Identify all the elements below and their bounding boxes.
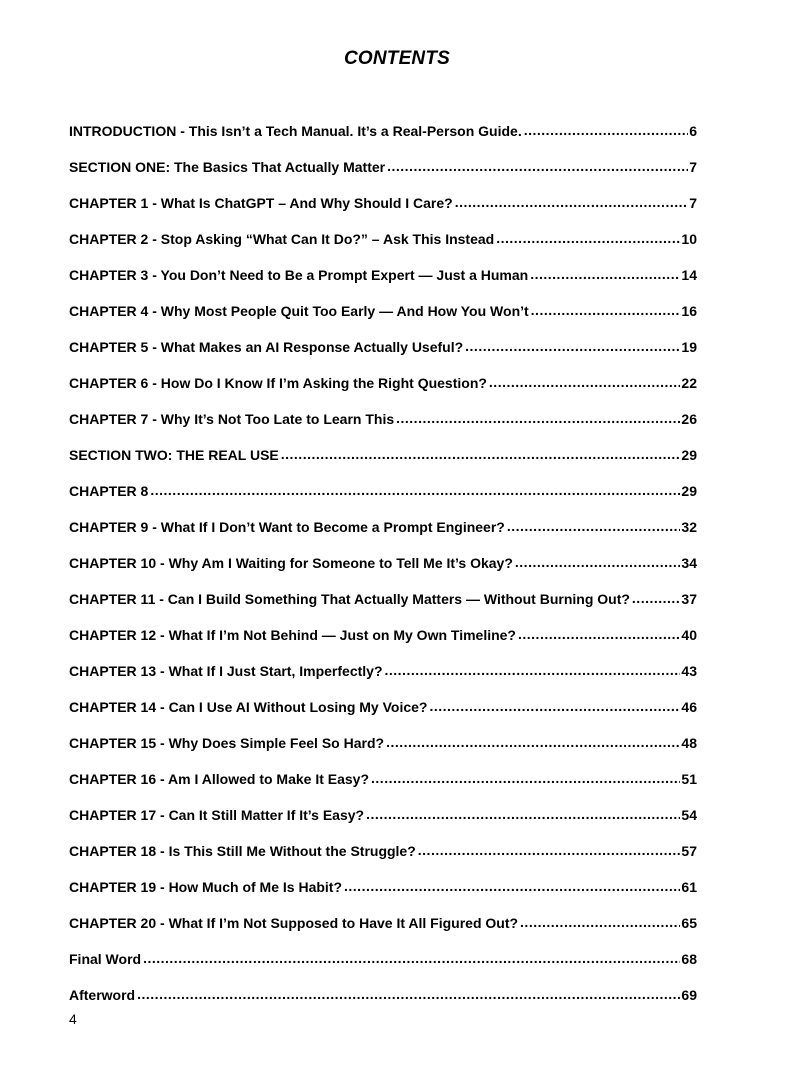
dot-leader — [518, 626, 680, 640]
dot-leader — [520, 914, 680, 928]
toc-entry-title: CHAPTER 4 - Why Most People Quit Too Early — And How You Won’t — [69, 303, 529, 319]
toc-entry-title: CHAPTER 13 - What If I Just Start, Imperfectly? — [69, 663, 383, 679]
toc-entry-title: CHAPTER 19 - How Much of Me Is Habit? — [69, 879, 343, 895]
page-title: CONTENTS — [343, 48, 451, 69]
toc-entry-title: CHAPTER 5 - What Makes an AI Response Actually Useful? — [69, 339, 464, 355]
toc-entry[interactable] — [69, 158, 697, 194]
toc-entry[interactable] — [69, 842, 697, 878]
dot-leader — [632, 590, 681, 604]
toc-entry-title: CHAPTER 7 - Why It’s Not Too Late to Learn This — [69, 411, 395, 427]
toc-entry[interactable] — [69, 770, 697, 806]
dot-leader — [465, 338, 680, 352]
table-of-contents — [69, 122, 697, 1022]
toc-entry-title: CHAPTER 1 - What Is ChatGPT – And Why Should I Care? — [69, 195, 453, 211]
toc-entry-title: CHAPTER 9 - What If I Don’t Want to Become a Prompt Engineer? — [69, 519, 505, 535]
toc-entry-title: CHAPTER 12 - What If I’m Not Behind — Just on My Own Timeline? — [69, 627, 516, 643]
dot-leader — [515, 554, 681, 568]
dot-leader — [429, 698, 680, 712]
toc-entry-title: Afterword — [69, 987, 136, 1003]
toc-entry-title: CHAPTER 18 - Is This Still Me Without the Struggle? — [69, 843, 416, 859]
toc-entry-title: Final Word — [69, 951, 142, 967]
toc-entry-title: CHAPTER 15 - Why Does Simple Feel So Hard? — [69, 735, 385, 751]
toc-entry-title: CHAPTER 11 - Can I Build Something That Actually Matters — Without Burning Out? — [69, 591, 630, 607]
toc-entry[interactable] — [69, 122, 697, 158]
toc-entry-title: CHAPTER 17 - Can It Still Matter If It’s Easy? — [69, 807, 365, 823]
dot-leader — [371, 770, 680, 784]
toc-entry-page-number: 68 — [681, 951, 697, 967]
dot-leader — [455, 194, 688, 208]
page-number: 4 — [69, 1011, 77, 1027]
toc-entry[interactable] — [69, 554, 697, 590]
toc-entry[interactable] — [69, 518, 697, 554]
toc-entry-title: CHAPTER 3 - You Don’t Need to Be a Prompt Expert — Just a Human — [69, 267, 529, 283]
toc-entry[interactable] — [69, 986, 697, 1022]
toc-entry-page-number: 19 — [681, 339, 697, 355]
dot-leader — [344, 878, 680, 892]
toc-entry-title: CHAPTER 2 - Stop Asking “What Can It Do?” – Ask This Instead — [69, 231, 495, 247]
toc-entry-page-number: 57 — [681, 843, 697, 859]
toc-entry-page-number: 29 — [681, 447, 697, 463]
toc-entry-title: CHAPTER 16 - Am I Allowed to Make It Easy? — [69, 771, 370, 787]
toc-entry-page-number: 37 — [681, 591, 697, 607]
toc-entry-page-number: 40 — [681, 627, 697, 643]
toc-entry-page-number: 14 — [681, 267, 697, 283]
toc-entry-page-number: 51 — [681, 771, 697, 787]
toc-entry-title: SECTION TWO: THE REAL USE — [69, 447, 279, 463]
toc-entry[interactable] — [69, 302, 697, 338]
dot-leader — [418, 842, 681, 856]
dot-leader — [531, 302, 681, 316]
toc-entry-page-number: 7 — [689, 195, 697, 211]
dot-leader — [386, 734, 680, 748]
toc-entry[interactable] — [69, 914, 697, 950]
toc-entry[interactable] — [69, 446, 697, 482]
toc-entry-title: CHAPTER 8 — [69, 483, 149, 499]
toc-entry[interactable] — [69, 698, 697, 734]
dot-leader — [387, 158, 688, 172]
toc-entry[interactable] — [69, 590, 697, 626]
toc-entry-title: CHAPTER 6 - How Do I Know If I’m Asking the Right Question? — [69, 375, 487, 391]
toc-entry-page-number: 69 — [681, 987, 697, 1003]
toc-entry-title: CHAPTER 14 - Can I Use AI Without Losing My Voice? — [69, 699, 428, 715]
dot-leader — [385, 662, 681, 676]
toc-entry-page-number: 61 — [681, 879, 697, 895]
toc-entry-page-number: 48 — [681, 735, 697, 751]
dot-leader — [524, 122, 688, 136]
toc-entry[interactable] — [69, 626, 697, 662]
toc-entry-page-number: 46 — [681, 699, 697, 715]
toc-entry-page-number: 29 — [681, 483, 697, 499]
toc-entry-page-number: 65 — [681, 915, 697, 931]
dot-leader — [143, 950, 680, 964]
toc-entry-title: INTRODUCTION - This Isn’t a Tech Manual. It’s a Real-Person Guide. — [69, 123, 522, 139]
toc-entry[interactable] — [69, 266, 697, 302]
toc-entry[interactable] — [69, 374, 697, 410]
toc-entry-page-number: 6 — [689, 123, 697, 139]
toc-entry[interactable] — [69, 482, 697, 518]
toc-entry[interactable] — [69, 806, 697, 842]
dot-leader — [281, 446, 681, 460]
toc-entry-page-number: 10 — [681, 231, 697, 247]
toc-entry[interactable] — [69, 950, 697, 986]
toc-entry-page-number: 54 — [681, 807, 697, 823]
toc-entry-page-number: 32 — [681, 519, 697, 535]
toc-entry[interactable] — [69, 878, 697, 914]
toc-entry-title: SECTION ONE: The Basics That Actually Matter — [69, 159, 386, 175]
toc-entry[interactable] — [69, 662, 697, 698]
dot-leader — [496, 230, 680, 244]
dot-leader — [489, 374, 681, 388]
toc-entry-page-number: 7 — [689, 159, 697, 175]
dot-leader — [530, 266, 680, 280]
dot-leader — [366, 806, 680, 820]
toc-entry[interactable] — [69, 410, 697, 446]
dot-leader — [396, 410, 680, 424]
toc-entry-page-number: 16 — [681, 303, 697, 319]
dot-leader — [507, 518, 681, 532]
toc-entry[interactable] — [69, 194, 697, 230]
dot-leader — [137, 986, 680, 1000]
toc-entry-title: CHAPTER 20 - What If I’m Not Supposed to Have It All Figured Out? — [69, 915, 519, 931]
toc-entry-page-number: 34 — [681, 555, 697, 571]
dot-leader — [150, 482, 680, 496]
toc-entry[interactable] — [69, 230, 697, 266]
toc-entry-page-number: 26 — [681, 411, 697, 427]
toc-entry[interactable] — [69, 338, 697, 374]
toc-entry-page-number: 22 — [681, 375, 697, 391]
toc-entry[interactable] — [69, 734, 697, 770]
toc-entry-title: CHAPTER 10 - Why Am I Waiting for Someone to Tell Me It’s Okay? — [69, 555, 513, 571]
toc-entry-page-number: 43 — [681, 663, 697, 679]
